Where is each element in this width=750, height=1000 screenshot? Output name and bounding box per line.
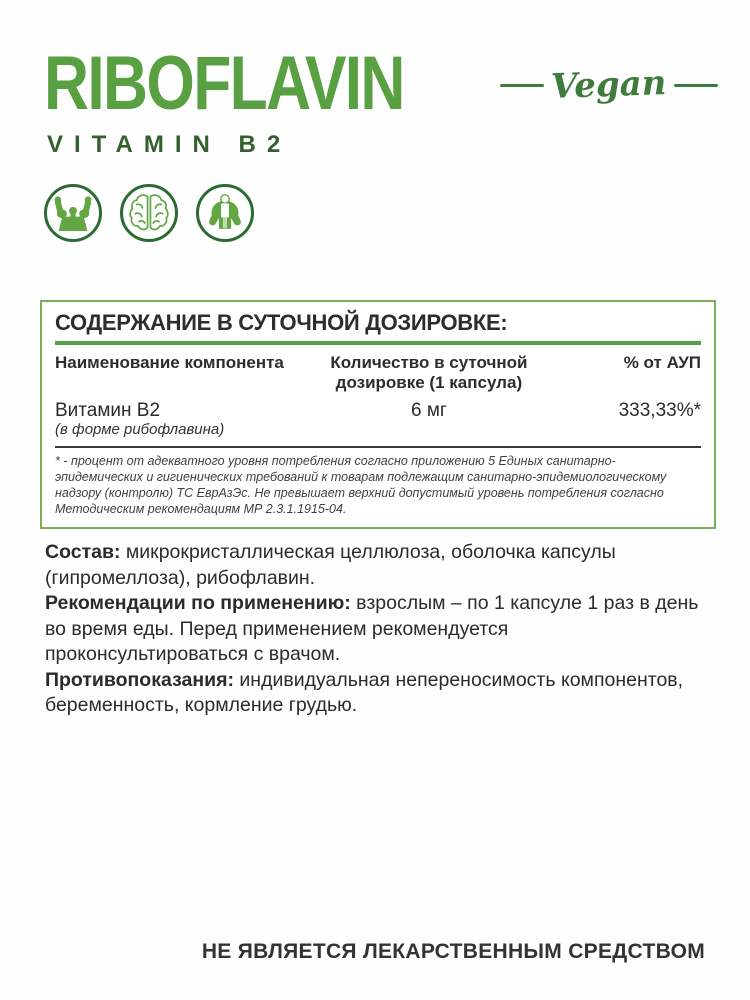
footnote-text: * - процент от адекватного уровня потребления согласно приложению 5 Единых санитарно-эпидемических и гигиенических требований к товарам подлежащим санитарно-эпидемиологическому надзору (контролю) ТС ЕврАзЭс. Не превышает верхний допустимый уровень потребления согласно Методическим рекомендациям МР 2.3.1.1915-04.: [55, 454, 667, 516]
vegan-badge: [500, 62, 718, 108]
column-header-percent: % от АУП: [623, 353, 701, 372]
table-header-row: [55, 353, 701, 393]
muscle-icon: [44, 184, 102, 242]
row-separator: [55, 446, 701, 448]
column-header-amount: Количество в суточной дозировке (1 капсула): [330, 353, 528, 392]
product-title: RIBOFLAVIN: [44, 41, 404, 126]
recommendations-paragraph: [45, 591, 702, 668]
table-row: [55, 400, 701, 439]
vegan-dash-left: [500, 84, 544, 87]
ingredient-amount: 6 мг: [410, 400, 447, 421]
brain-icon: [120, 184, 178, 242]
disclaimer-text: НЕ ЯВЛЯЕТСЯ ЛЕКАРСТВЕННЫМ СРЕДСТВОМ: [201, 940, 705, 963]
supplement-facts-box: [40, 300, 716, 529]
ingredient-cell: [55, 400, 286, 439]
supplement-facts-heading: СОДЕРЖАНИЕ В СУТОЧНОЙ ДОЗИРОВКЕ:: [55, 310, 508, 335]
vegan-label: Vegan: [550, 62, 668, 108]
composition-text: микрокристаллическая целлюлоза, оболочка капсулы (гипромеллоза), рибофлавин.: [45, 541, 616, 589]
contraindications-text: индивидуальная непереносимость компонентов, беременность, кормление грудью.: [45, 668, 684, 716]
recommendations-label: Рекомендации по применению:: [45, 592, 351, 614]
slim-body-icon: [196, 184, 254, 242]
composition-label: Состав:: [45, 541, 121, 563]
column-header-component: Наименование компонента: [55, 353, 284, 372]
ingredient-form: (в форме рибофлавина): [55, 421, 225, 438]
product-subtitle: VITAMIN B2: [47, 131, 292, 158]
vegan-dash-right: [674, 84, 718, 87]
contraindications-paragraph: [45, 668, 702, 719]
product-info: [45, 540, 702, 719]
ingredient-percent: 333,33%*: [618, 400, 701, 421]
composition-paragraph: [45, 540, 702, 591]
ingredient-name: Витамин B2: [55, 400, 161, 421]
heading-rule: [55, 341, 701, 345]
contraindications-label: Противопоказания:: [45, 668, 234, 691]
benefit-icons: [44, 184, 254, 242]
recommendations-text: взрослым – по 1 капсуле 1 раз в день во время еды. Перед применением рекомендуется проконсультироваться с врачом.: [45, 592, 699, 665]
